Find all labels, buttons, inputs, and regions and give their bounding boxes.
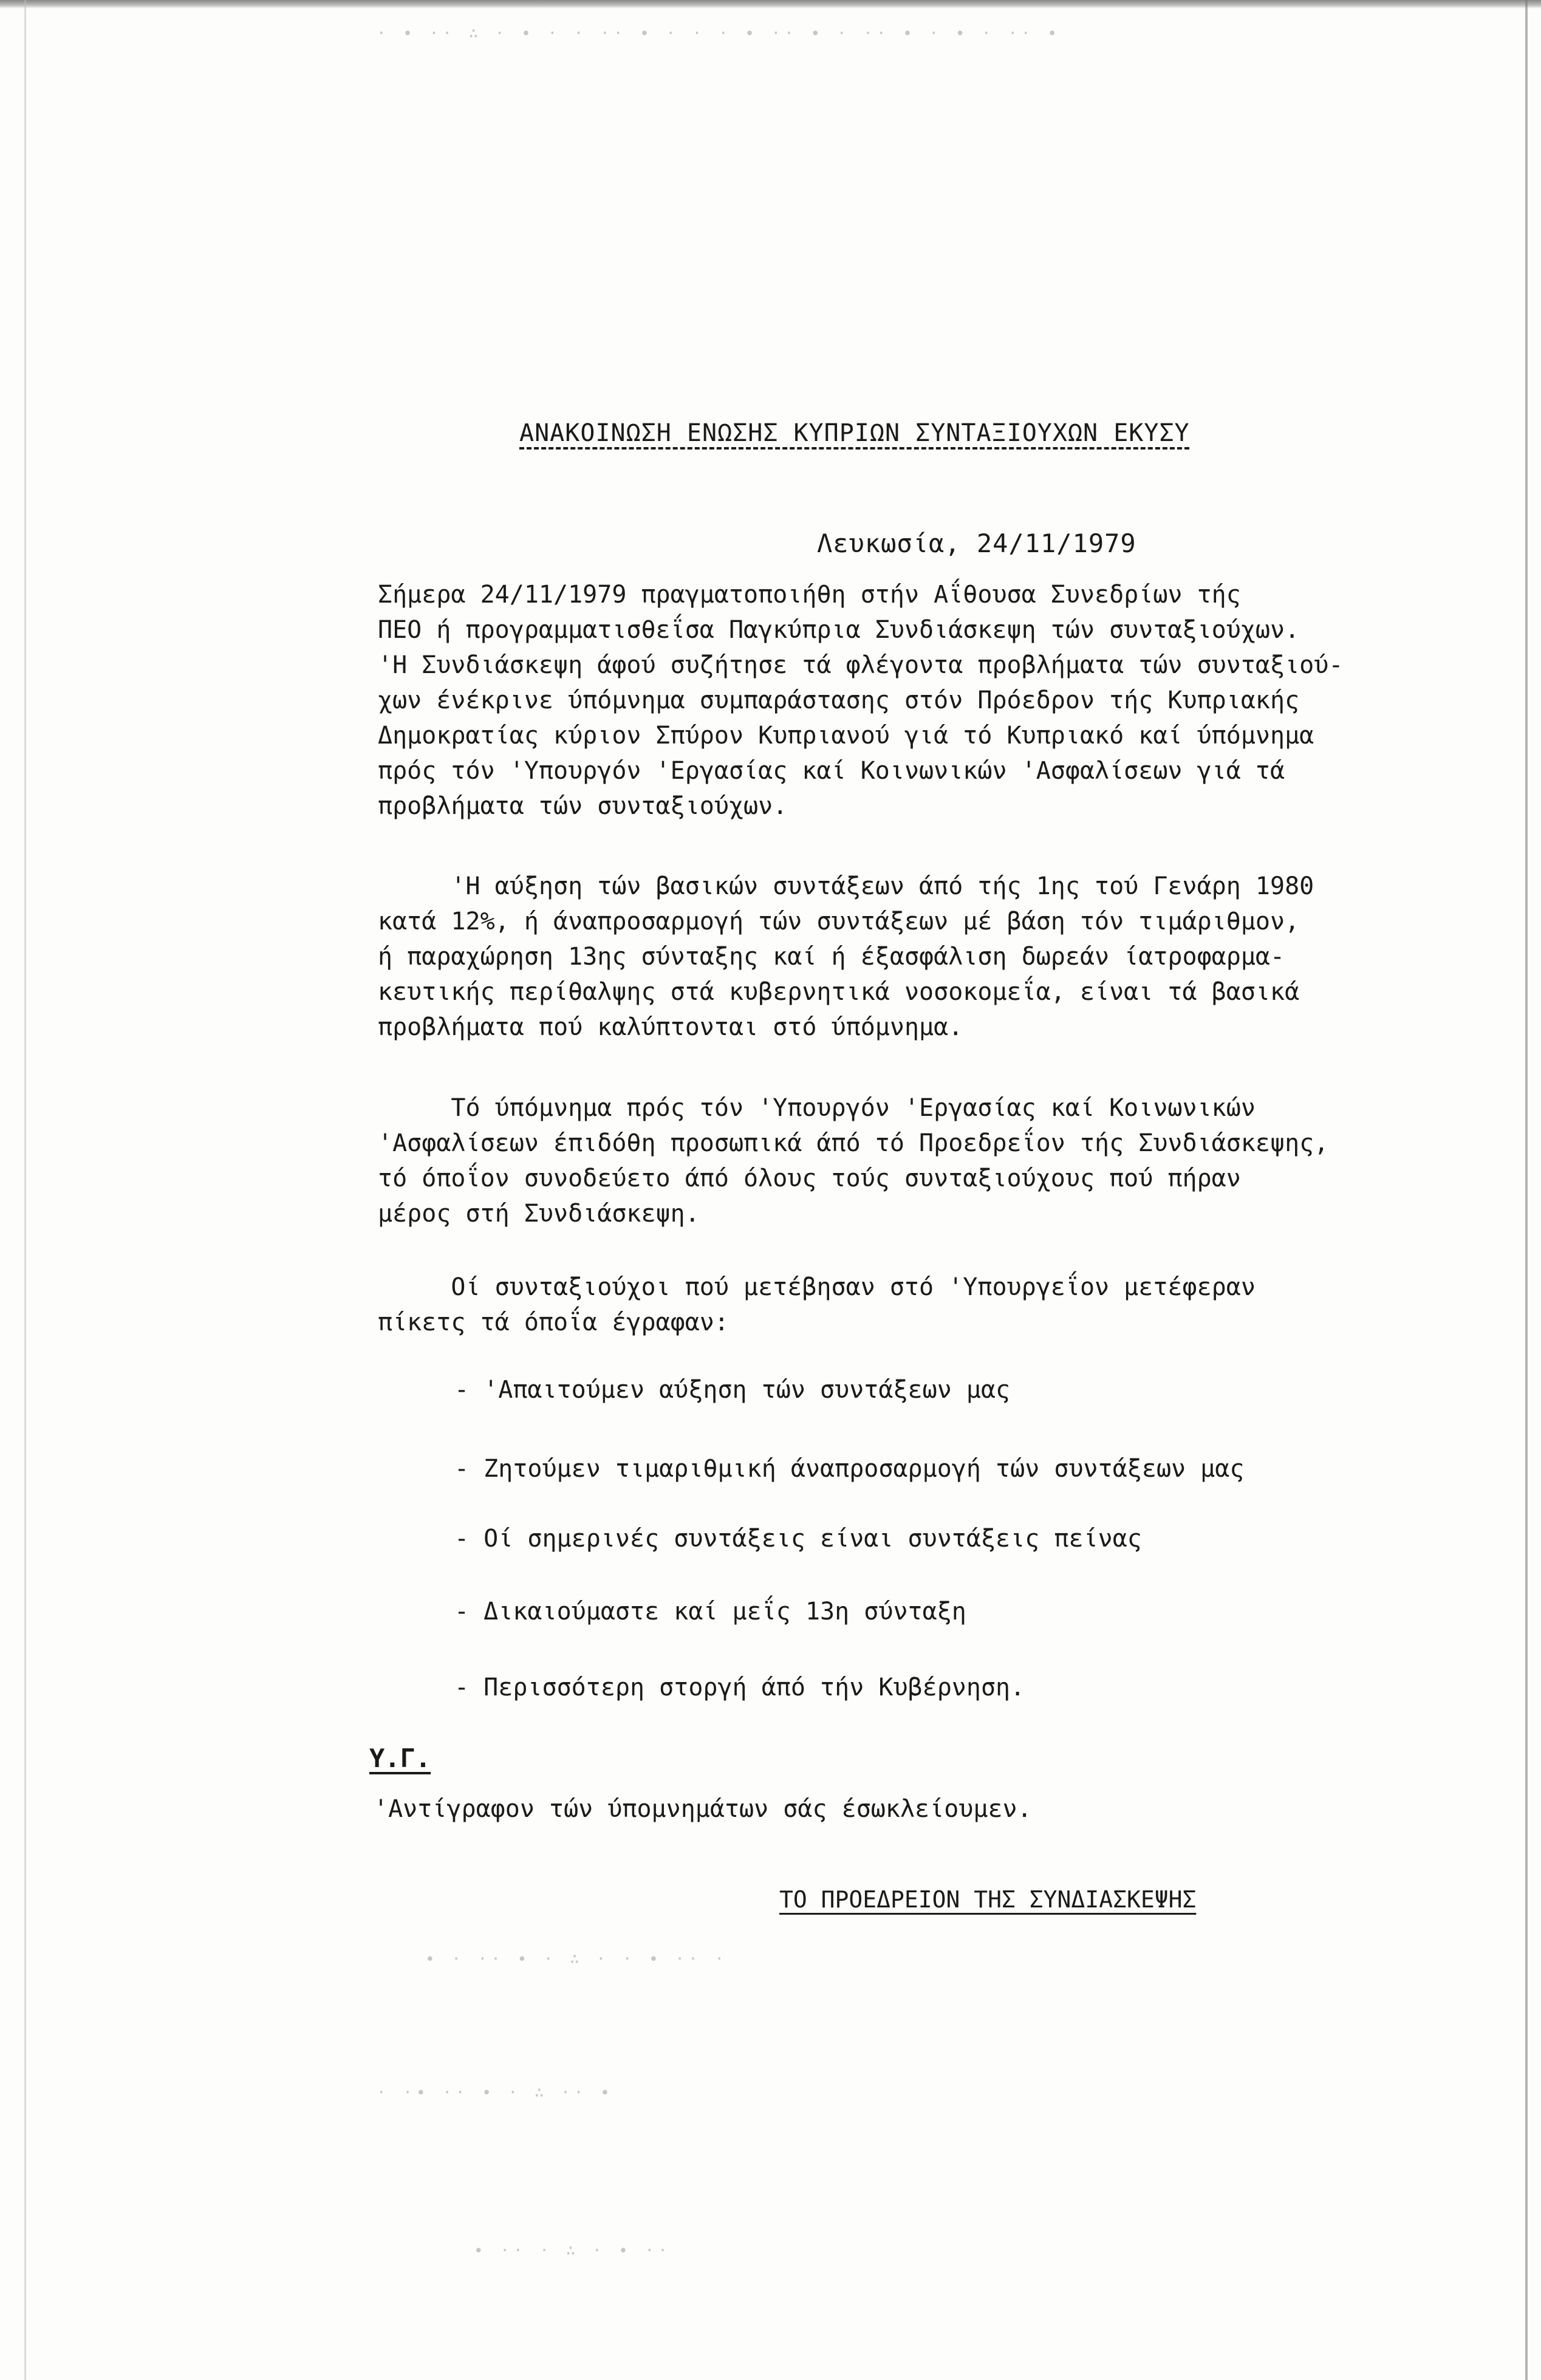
paragraph-conference: Σήμερα 24/11/1979 πραγματοποιήθη στήν Αΐθουσα Συνεδρίων τής ΠΕΟ ή προγραμματισθεΐσα Παγκύπρια Συνδιάσκεψη τών συνταξιούχων. 'Η Συνδιάσκεψη άφού συζήτησε τά φλέγοντα προβλήματα τών συνταξιού- χων ένέκρινε ύπόμνημα συμπαράστασης στόν Πρόεδρον τής Κυπριακής Δημοκρατίας κύριον Σπύρον Κυπριανού γιά τό Κυπριακό καί ύπόμνημα πρός τόν 'Υπουργόν 'Εργασίας καί Κοινωνικών 'Ασφαλίσεων γιά τά προβλήματα τών συνταξιούχων.	[378, 581, 1344, 820]
paragraph-demands: 'Η αύξηση τών βασικών συντάξεων άπό τής 1ης τού Γενάρη 1980 κατά 12%, ή άναπροσαρμογή τών συντάξεων μέ βάση τόν τιμάριθμον, ή παραχώρηση 13ης σύνταξης καί ή έξασφάλιση δωρεάν ίατροφαρμα- κευτικής περίθαλψης στά κυβερνητικά νοσοκομεΐα, είναι τά βασικά προβλήματα πού καλύπτονται στό ύπόμνημα.	[378, 872, 1314, 1041]
slogan-item: - 'Απαιτούμεν αύξηση τών συντάξεων μας	[454, 1376, 1011, 1404]
dateline: Λευκωσία, 24/11/1979	[817, 528, 1136, 558]
document-title: ΑΝΑΚΟΙΝΩΣΗ ΕΝΩΣΗΣ ΚΥΠΡΙΩΝ ΣΥΝΤΑΞΙΟΥΧΩΝ ΕΚΥΣΥ	[519, 419, 1190, 447]
slogan-item: - Ζητούμεν τιμαριθμική άναπροσαρμογή τών συντάξεων μας	[454, 1455, 1245, 1483]
postscript-label: Υ.Γ.	[369, 1743, 431, 1773]
bleed-through-mark: · ∙ ·· ∴ · ∙ · · ·· ∙ · · · ∙ ·· ∙ · ·· ∙ · ∙ · ·· ∙	[377, 24, 1061, 43]
bleed-through-mark: · ·∙ ·· ∙ · ∴ ·· ∙	[377, 2084, 613, 2102]
slogan-item: - Δικαιούμαστε καί μεΐς 13η σύνταξη	[454, 1598, 966, 1626]
enclosure-note: 'Αντίγραφον τών ύπομνημάτων σάς έσωκλείουμεν.	[374, 1795, 1032, 1823]
slogan-item: - Περισσότερη στοργή άπό τήν Κυβέρνηση.	[454, 1674, 1025, 1701]
signature-block: ΤΟ ΠΡΟΕΔΡΕΙΟΝ ΤΗΣ ΣΥΝΔΙΑΣΚΕΨΗΣ	[779, 1886, 1197, 1913]
scan-edge-left	[24, 0, 26, 2380]
bleed-through-mark: ∙ ·· · ∴ · ∙ ··	[474, 2242, 671, 2260]
scan-edge-top	[0, 0, 1541, 9]
slogan-item: - Οί σημερινές συντάξεις είναι συντάξεις πείνας	[454, 1525, 1142, 1553]
paragraph-memorandum-delivery: Τό ύπόμνημα πρός τόν 'Υπουργόν 'Εργασίας καί Κοινωνικών 'Ασφαλίσεων έπιδόθη προσωπικά άπό τό Προεδρεΐον τής Συνδιάσκεψης, τό όποΐον συνοδεύετο άπό όλους τούς συνταξιούχους πού πήραν μέρος στή Συνδιάσκεψη.	[378, 1094, 1329, 1228]
scan-edge-right	[1525, 0, 1528, 2380]
bleed-through-mark: ∙ · ·· ∙ · ∴ · · ∙ ·· ·	[425, 1950, 728, 1968]
paragraph-pickets: Οί συνταξιούχοι πού μετέβησαν στό 'Υπουργεΐον μετέφεραν πίκετς τά όποΐα έγραφαν:	[378, 1273, 1256, 1336]
